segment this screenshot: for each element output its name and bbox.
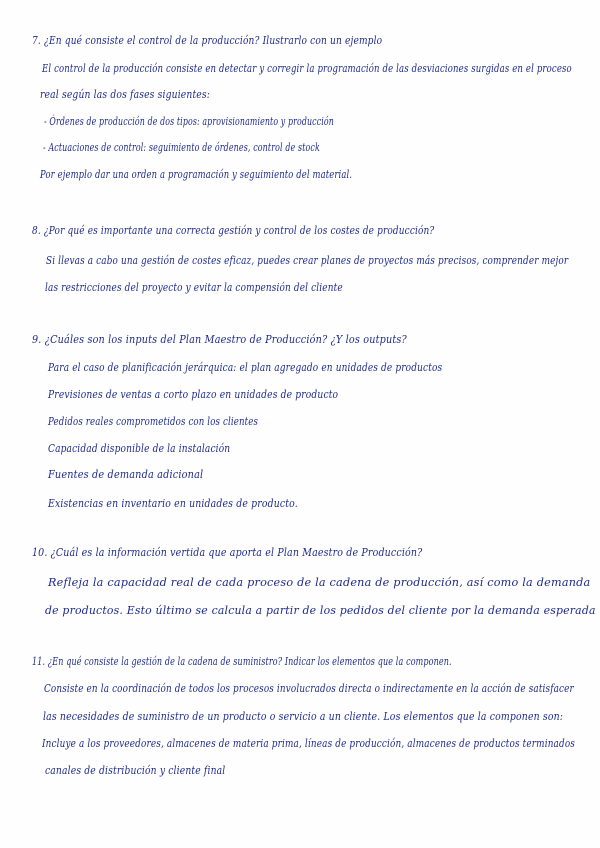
answer-7-line-5: Por ejemplo dar una orden a programación y seguimiento del material.	[40, 168, 353, 181]
answer-7-line-1: El control de la producción consiste en detectar y corregir la programación de las desviaciones surgidas en el proceso	[42, 62, 572, 75]
answer-10-line-2: de productos. Esto último se calcula a partir de los pedidos del cliente por la demanda esperada	[45, 604, 596, 617]
answer-7-line-3: - Órdenes de producción de dos tipos: aprovisionamiento y producción	[44, 115, 334, 128]
question-10: 10. ¿Cuál es la información vertida que aporta el Plan Maestro de Producción?	[32, 545, 423, 559]
answer-11-line-3: Incluye a los proveedores, almacenes de materia prima, líneas de producción, almacenes de productos terminados	[42, 737, 575, 750]
answer-10-line-1: Refleja la capacidad real de cada proceso de la cadena de producción, así como la demanda	[48, 576, 591, 589]
answer-9-line-3: Pedidos reales comprometidos con los clientes	[48, 415, 259, 428]
answer-11-line-4: canales de distribución y cliente final	[45, 764, 226, 777]
question-7: 7. ¿En qué consiste el control de la producción? Ilustrarlo con un ejemplo	[32, 33, 383, 47]
answer-9-line-5: Fuentes de demanda adicional	[48, 468, 204, 481]
question-11: 11. ¿En qué consiste la gestión de la cadena de suministro? Indicar los elementos que la componen.	[32, 654, 452, 668]
answer-9-line-1: Para el caso de planificación jerárquica: el plan agregado en unidades de productos	[48, 361, 443, 374]
answer-9-line-4: Capacidad disponible de la instalación	[48, 442, 231, 455]
answer-7-line-4: - Actuaciones de control: seguimiento de órdenes, control de stock	[43, 141, 320, 154]
answer-11-line-2: las necesidades de suministro de un producto o servicio a un cliente. Los elementos que la componen son:	[43, 710, 564, 723]
answer-7-line-2: real según las dos fases siguientes:	[40, 88, 211, 101]
answer-8-line-1: Si llevas a cabo una gestión de costes eficaz, puedes crear planes de proyectos más precisos, comprender mejor	[46, 254, 569, 267]
question-8: 8. ¿Por qué es importante una correcta gestión y control de los costes de producción?	[32, 223, 435, 237]
answer-11-line-1: Consiste en la coordinación de todos los procesos involucrados directa o indirectamente en la acción de satisfacer	[44, 682, 574, 695]
question-9: 9. ¿Cuáles son los inputs del Plan Maestro de Producción? ¿Y los outputs?	[32, 332, 407, 346]
answer-9-line-6: Existencias en inventario en unidades de producto.	[48, 497, 298, 510]
answer-8-line-2: las restricciones del proyecto y evitar la compensión del cliente	[45, 281, 343, 294]
answer-9-line-2: Previsiones de ventas a corto plazo en unidades de producto	[48, 388, 339, 401]
